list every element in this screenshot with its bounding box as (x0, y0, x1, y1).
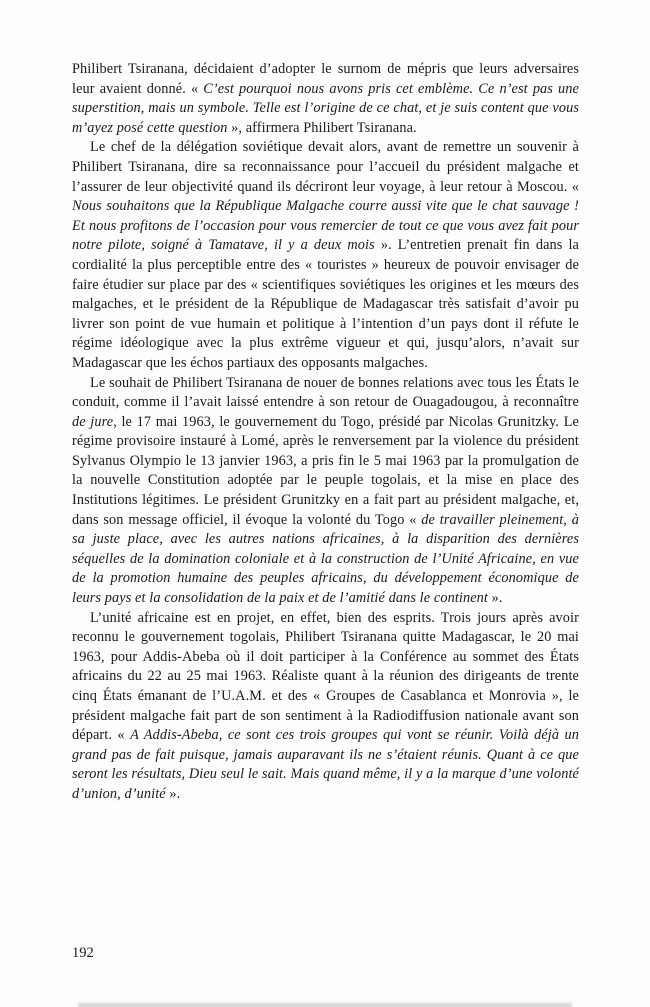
quoted-italic-text: Nous souhaitons que la République Malgache courre aussi vite que le chat sauvage ! Et nous profitons de l’occasion pour vous remercier de tout ce que vous avez fait pour notre pilote, soigné à Tamatave, il y a deux mois (72, 198, 579, 254)
paragraph (72, 138, 579, 373)
quoted-italic-text: de travailler pleinement, à sa juste place, avec les autres nations africaines, à la disparition des dernières séquelles de la domination coloniale et à la construction de l’Unité Africaine, en vue de la promotion humaine des peuples africains, du développement économique de leurs pays et la consolidation de la paix et de l’amitié dans le continent (72, 511, 579, 607)
page-text (72, 60, 579, 805)
body-text: L’unité africaine est en projet, en effet, bien des esprits. Trois jours après avoir reconnu le gouvernement togolais, Philibert Tsiranana quitte Madagascar, le 20 mai 1963, pour Addis-Abeba où il doit participer à la Conférence au sommet des États africains du 22 au 25 mai 1963. Réaliste quant à la réunion des dirigeants de trente cinq États émanant de l’U.A.M. et des « Groupes de Casablanca et Monrovia », le président malgache fait part de son sentiment à la Radiodiffusion nationale avant son départ. « (72, 609, 579, 744)
quoted-italic-text: de jure (72, 413, 114, 430)
body-text: ». (165, 785, 181, 802)
body-text: ». (487, 590, 503, 607)
scan-edge-artifact (78, 1001, 572, 1007)
body-text: , le 17 mai 1963, le gouvernement du Togo, présidé par Nicolas Grunitzky. Le régime provisoire instauré à Lomé, après le renversement par la violence du président Sylvanus Olympio le 13 janvier 1963, a pris fin le 5 mai 1963 par la promulgation de la nouvelle Constitution adoptée par le peuple togolais, et la mise en place des Institutions légitimes. Le président Grunitzky en a fait part au président malgache, et, dans son message officiel, il évoque la volonté du Togo « (72, 413, 579, 528)
page-number: 192 (72, 945, 94, 961)
body-text: Philibert Tsiranana, décidaient d’adopter le surnom de mépris que leurs adversaires leur avaient donné. « (72, 61, 579, 97)
paragraph (72, 60, 579, 138)
quoted-italic-text: A Addis-Abeba, ce sont ces trois groupes qui vont se réunir. Voilà déjà un grand pas de fait puisque, jamais auparavant ils ne s’étaient réunis. Quant à ce que seront les résultats, Dieu seul le sait. Mais quand même, il y a la marque d’une volonté d’union, d’unité (72, 727, 580, 802)
body-text: ». L’entretien prenait fin dans la cordialité la plus perceptible entre des « touristes » heureux de pouvoir envisager de faire étudier sur place par des « scientifiques soviétiques les origines et les mœurs des malgaches, et le président de la République de Madagascar très satisfait d’avoir pu livrer son point de vue humain et politique à l’intention d’un pays dont il réfute le régime idéologique avec la plus extrême vigueur et qui, jusqu’alors, n’avait sur Madagascar que les échos partiaux des opposants malgaches. (72, 237, 579, 371)
paragraph (72, 374, 579, 609)
body-text: », affirmera Philibert Tsiranana. (227, 119, 417, 136)
quoted-italic-text: C’est pourquoi nous avons pris cet emblème. Ce n’est pas une superstition, mais un symbole. Telle est l’origine de ce chat, et je suis content que vous m’ayez posé cette question (72, 80, 579, 136)
paragraph (72, 609, 579, 805)
body-text: Le souhait de Philibert Tsiranana de nouer de bonnes relations avec tous les États le conduit, comme il l’avait laissé entendre à son retour de Ouagadougou, à reconnaître (72, 374, 579, 411)
body-text: Le chef de la délégation soviétique devait alors, avant de remettre un souvenir à Philibert Tsiranana, dire sa reconnaissance pour l’accueil du président malgache et l’assurer de leur objectivité quand ils décriront leur voyage, à leur retour à Moscou. « (72, 139, 579, 195)
